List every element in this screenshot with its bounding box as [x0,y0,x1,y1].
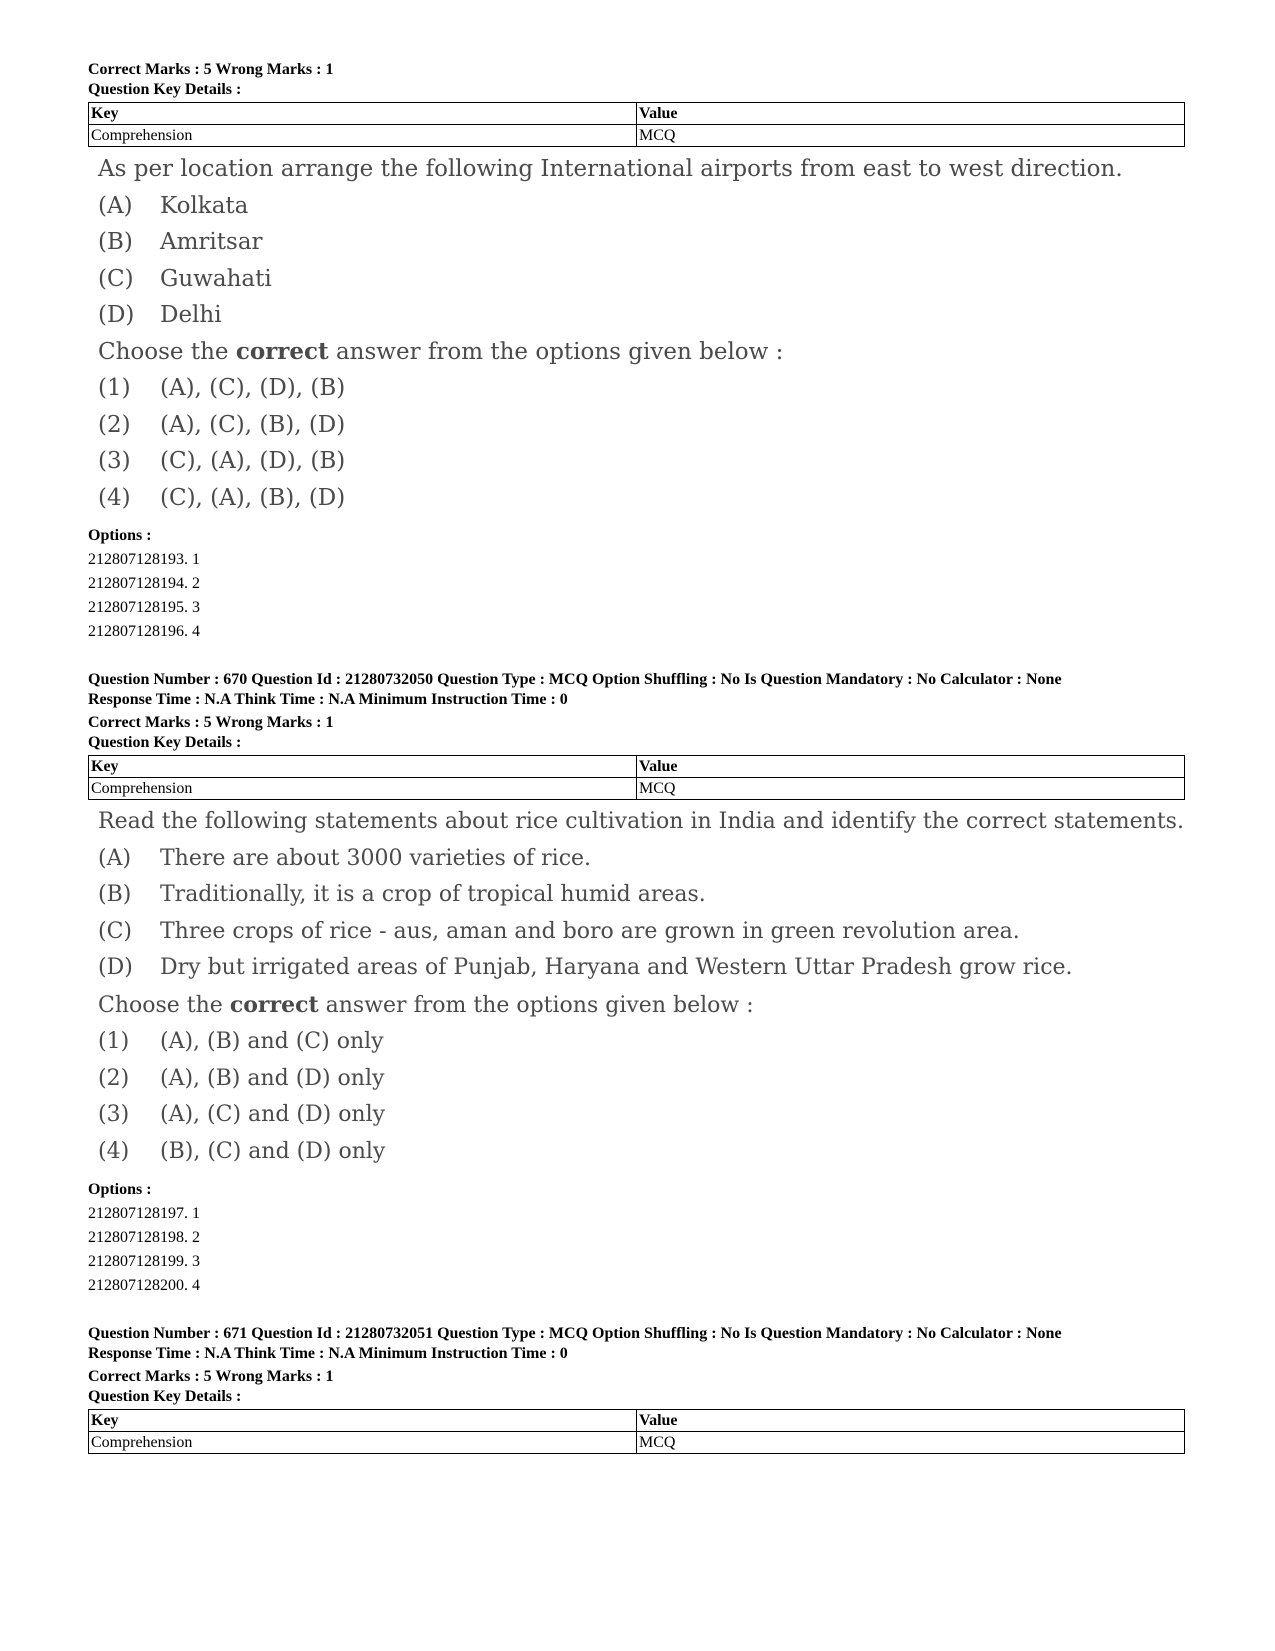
table-header-key: Key [89,756,637,778]
question-item: (D) Delhi [98,302,222,328]
table-header-key: Key [89,1410,637,1432]
marks-line: Correct Marks : 5 Wrong Marks : 1 [88,61,334,78]
question-block-670 [88,670,1188,1298]
key-details-label: Question Key Details : [88,1388,242,1405]
key-value-table [88,755,1185,800]
option-item: 212807128200. 4 [88,1277,200,1294]
answer-choice: (2) (A), (B) and (D) only [98,1065,385,1091]
key-details-label: Question Key Details : [88,81,242,98]
table-header-value: Value [637,756,1185,778]
question-block-671 [88,1324,1188,1454]
table-cell-value: MCQ [637,778,1185,800]
answer-choice: (3) (A), (C) and (D) only [98,1102,386,1127]
choose-instruction: Choose the correct answer from the options given below : [98,337,784,365]
options-label: Options : [88,1181,152,1198]
answer-choice: (4) (B), (C) and (D) only [98,1138,386,1164]
table-cell-key: Comprehension [89,1432,637,1454]
table-header-key: Key [89,103,637,125]
option-item: 212807128194. 2 [88,575,200,592]
question-timing: Response Time : N.A Think Time : N.A Minimum Instruction Time : 0 [88,691,568,708]
option-item: 212807128197. 1 [88,1205,200,1222]
question-item: (C) Guwahati [98,265,272,292]
answer-choice: (3) (C), (A), (D), (B) [98,448,346,474]
answer-choice: (1) (A), (B) and (C) only [98,1029,384,1054]
question-item: (A) There are about 3000 varieties of rice. [98,845,592,871]
key-value-table [88,1409,1185,1454]
question-image-text [98,151,1188,516]
question-item: (A) Kolkata [98,192,249,219]
table-header-value: Value [637,103,1185,125]
table-cell-value: MCQ [637,125,1185,147]
question-header: Question Number : 670 Question Id : 21280732050 Question Type : MCQ Option Shuffling : No Is Question Mandatory : No Calculator : None [88,671,1062,688]
question-header: Question Number : 671 Question Id : 21280732051 Question Type : MCQ Option Shuffling : No Is Question Mandatory : No Calculator : None [88,1325,1062,1342]
options-label: Options : [88,527,152,544]
question-item: (D) Dry but irrigated areas of Punjab, Haryana and Western Uttar Pradesh grow rice. [98,955,1073,980]
option-item: 212807128196. 4 [88,623,200,640]
option-item: 212807128198. 2 [88,1229,200,1246]
document-page [88,60,1188,1458]
choose-instruction: Choose the correct answer from the options given below : [98,991,754,1018]
answer-choice: (4) (C), (A), (B), (D) [98,484,346,511]
option-item: 212807128199. 3 [88,1253,200,1270]
question-item: (B) Amritsar [98,229,263,255]
question-image-text [98,804,1188,1170]
table-cell-key: Comprehension [89,125,637,147]
question-stem: Read the following statements about rice cultivation in India and identify the correct statements. [98,809,1184,834]
option-item: 212807128193. 1 [88,551,200,568]
key-value-table [88,102,1185,147]
question-item: (C) Three crops of rice - aus, aman and boro are grown in green revolution area. [98,918,1020,944]
table-header-value: Value [637,1410,1185,1432]
question-timing: Response Time : N.A Think Time : N.A Minimum Instruction Time : 0 [88,1345,568,1362]
answer-choice: (1) (A), (C), (D), (B) [98,375,346,401]
marks-line: Correct Marks : 5 Wrong Marks : 1 [88,1368,334,1385]
key-details-label: Question Key Details : [88,734,242,751]
question-item: (B) Traditionally, it is a crop of tropical humid areas. [98,882,706,907]
table-cell-key: Comprehension [89,778,637,800]
marks-line: Correct Marks : 5 Wrong Marks : 1 [88,714,334,731]
answer-choice: (2) (A), (C), (B), (D) [98,411,346,438]
option-item: 212807128195. 3 [88,599,200,616]
question-stem: As per location arrange the following International airports from east to west direction. [98,156,1123,182]
question-block-669 [88,60,1188,644]
table-cell-value: MCQ [637,1432,1185,1454]
